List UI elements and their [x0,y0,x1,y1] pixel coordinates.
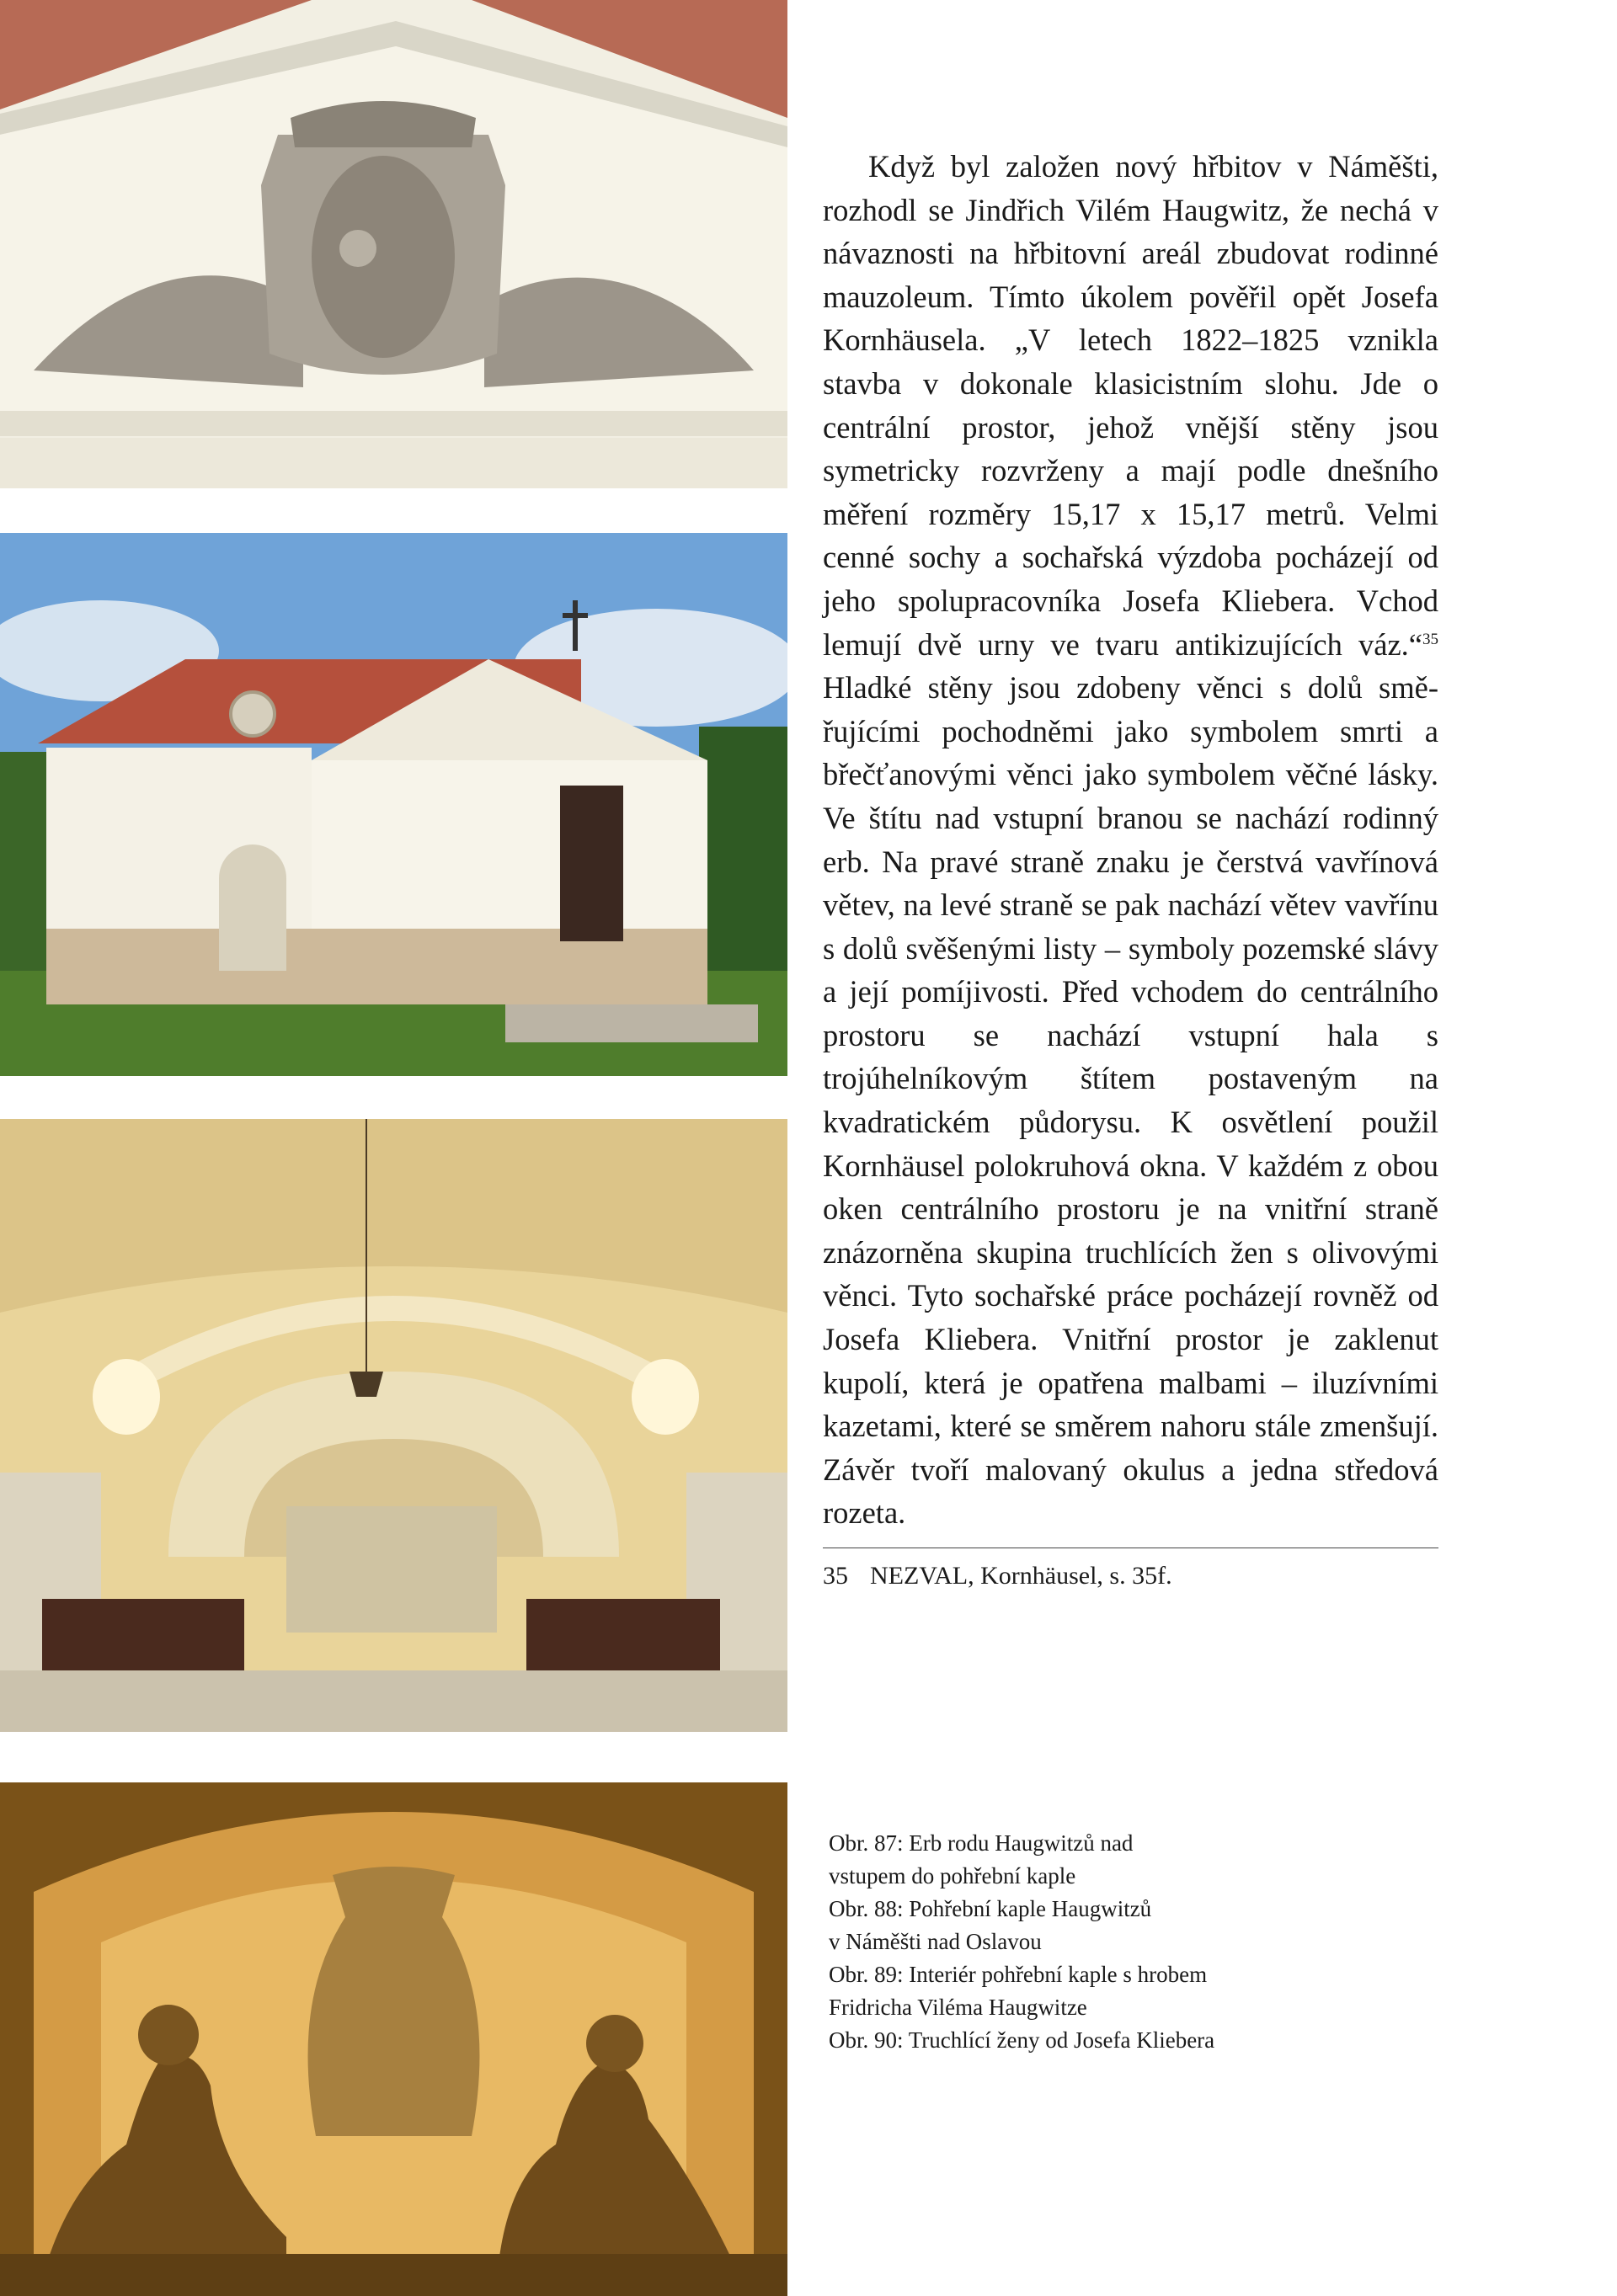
footnote-text: NEZVAL, Kornhäusel, s. 35f. [870,1562,1172,1590]
footnote-number: 35 [823,1562,848,1590]
caption-line: Obr. 90: Truchlící ženy od Josefa Kliebera [829,2027,1215,2053]
footnote [823,1559,1438,1593]
body-first-word: Když [868,149,936,184]
body-text-continuation: Hladké stěny jsou zdobeny věnci s dolů směřujícími pochodněmi jako symbolem smrti a břečťanovými věnci jako symbolem věčné lásky. Ve štítu nad vstupní branou se nachází rodinný erb. Na pravé straně znaku je čerstvá vavřínová větev, na levé straně se pak nachází větev vavřínu s dolů svěšenými listy – symboly pozemské slávy a její pomíjivosti. Před vchodem do centrálního prostoru se nachází vstupní hala s trojúhelníkovým štítem postaveným na kvadratickém půdorysu. K osvětlení použil Kornhäusel polokruhová okna. V každém z obou oken centrálního prostoru je na vnitřní straně znázorněna skupina truchlících žen s olivovými věnci. Tyto sochařské práce pocházejí rovněž od Josefa Kliebera. Vnitřní prostor je zaklenut kupolí, která je opatřena malbami – iluzívními kazetami, které se směrem nahoru stále zmenšují. Závěr tvoří malovaný okulus a jedna středová rozeta. [823,670,1438,1531]
footnote-reference: 35 [1422,630,1438,648]
image-captions [829,1827,1418,2057]
photo-chapel-exterior [0,533,787,1076]
caption-line: Obr. 89: Interiér pohřební kaple s hrobem [829,1962,1208,1987]
photo-mourning-women [0,1782,787,2296]
caption-line: Obr. 87: Erb rodu Haugwitzů nad [829,1830,1134,1856]
caption-line: Obr. 88: Pohřební kaple Haugwitzů [829,1896,1152,1921]
photo-coat-of-arms [0,0,787,488]
caption-line: v Náměšti nad Oslavou [829,1929,1042,1954]
body-paragraph [823,145,1438,1535]
caption-line: vstupem do pohřební kaple [829,1863,1076,1888]
caption-line: Fridricha Viléma Haugwitze [829,1995,1087,2020]
photo-chapel-interior [0,1119,787,1732]
body-text-main: byl založen nový hřbitov v Náměšti, rozhodl se Jindřich Vilém Haugwitz, že nechá v návaznosti na hřbitovní areál zbudovat rodinné mauzoleum. Tímto úkolem pověřil opět Josefa Kornhäusela. „V letech 1822–1825 vznikla stavba v dokonale klasicistním slohu. Jde o centrální prostor, jehož vnější stěny jsou symetricky rozvrženy a mají podle dnešního měření rozměry 15,17 x 15,17 metrů. Velmi cenné sochy a sochařská výzdoba pocházejí od jeho spolupracovníka Josefa Kliebera. Vchod lemují dvě urny ve tvaru antikizujících váz.“ [823,149,1438,662]
